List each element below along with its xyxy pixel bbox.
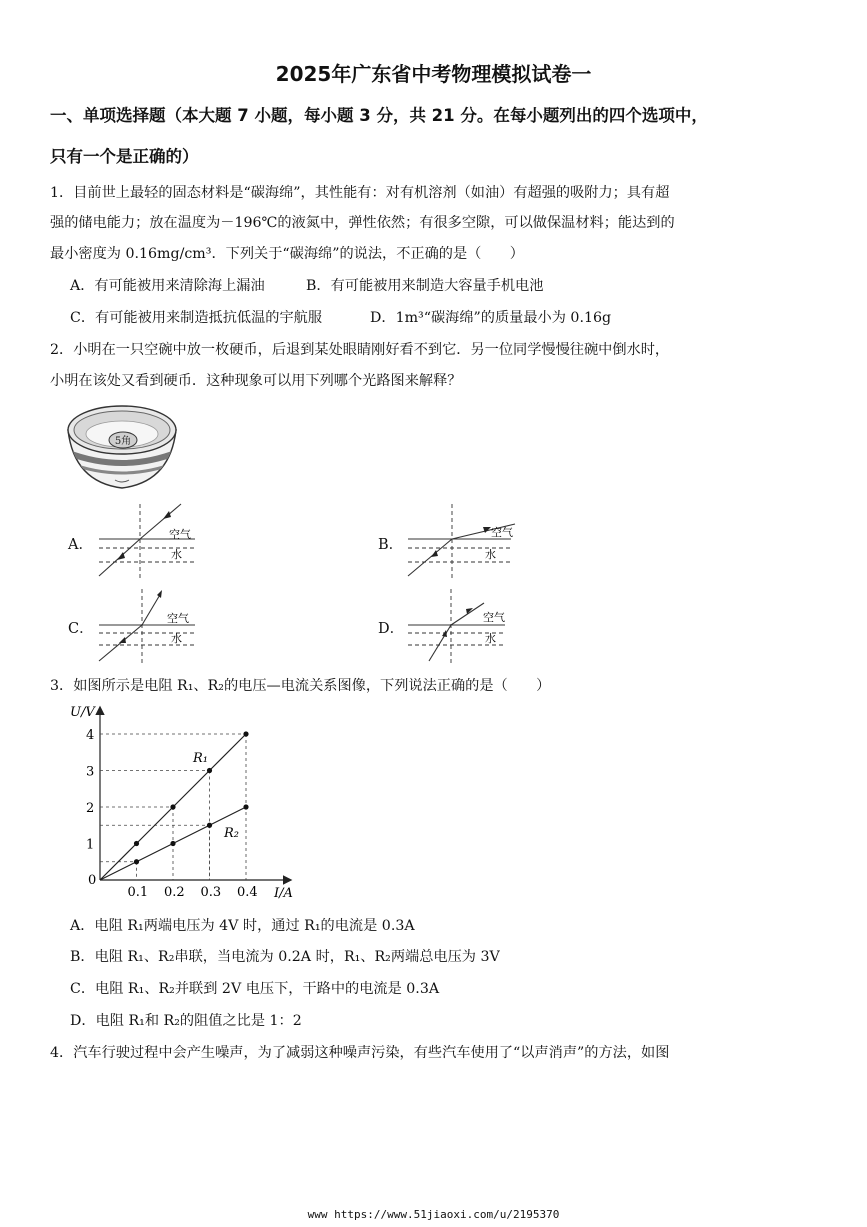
y-axis-label: U/V — [70, 705, 95, 720]
svg-text:空气: 空气 — [169, 528, 191, 541]
x-tick-label-0: 0.1 — [127, 885, 149, 900]
series-1-point-1 — [134, 841, 139, 846]
bowl-illustration — [62, 400, 184, 492]
q1-line2: 强的储电能力；放在温度为－196℃的液氮中，弹性依然；有很多空隙，可以做保温材料；能达到的 — [50, 215, 675, 231]
origin-label: 0 — [88, 873, 97, 888]
y-tick-label-0: 1 — [86, 837, 95, 853]
y-tick-label-1: 2 — [86, 801, 95, 816]
series-2-point-1 — [134, 859, 139, 864]
q2-diagram-a — [95, 502, 205, 580]
series-2-point-4 — [243, 804, 248, 809]
svg-text:水: 水 — [171, 632, 182, 645]
q3-option-c: C．电阻 R₁、R₂并联到 2V 电压下，干路中的电流是 0.3A — [70, 981, 440, 997]
section-heading-line1: 一、单项选择题（本大题 7 小题，每小题 3 分，共 21 分。在每小题列出的四个选项中， — [50, 106, 708, 125]
q2-option-a-label: A． — [68, 537, 93, 553]
r2-label: R₂ — [224, 826, 239, 841]
q1-line3: 最小密度为 0.16mg/cm³．下列关于“碳海绵”的说法，不正确的是（ ） — [50, 246, 524, 262]
x-tick-label-2: 0.3 — [200, 885, 222, 900]
q1-option-c: C．有可能被用来制造抵抗低温的宇航服 — [70, 310, 323, 326]
q2-option-c-label: C． — [68, 621, 94, 637]
x-tick-label-3: 0.4 — [237, 885, 258, 900]
svg-text:空气: 空气 — [491, 526, 513, 539]
q4-line1: 4．汽车行驶过程中会产生噪声，为了减弱这种噪声污染，有些汽车使用了“以声消声”的方法，如图 — [50, 1045, 670, 1061]
page-title: 2025年广东省中考物理模拟试卷一 — [275, 62, 592, 86]
q2-line2: 小明在该处又看到硬币．这种现象可以用下列哪个光路图来解释？ — [50, 373, 462, 389]
q3-option-d: D．电阻 R₁和 R₂的阻值之比是 1：2 — [70, 1013, 302, 1029]
y-tick-label-3: 4 — [86, 728, 95, 743]
svg-text:空气: 空气 — [167, 612, 189, 625]
svg-text:水: 水 — [485, 632, 496, 645]
q1-line1: 1．目前世上最轻的固态材料是“碳海绵”，其性能有：对有机溶剂（如油）有超强的吸附力；具有超 — [50, 185, 670, 201]
section-heading-line2: 只有一个是正确的） — [50, 147, 199, 166]
x-tick-label-1: 0.2 — [164, 885, 185, 900]
q1-option-b: B．有可能被用来制造大容量手机电池 — [306, 278, 544, 294]
q1-option-a: A．有可能被用来清除海上漏油 — [70, 278, 265, 294]
q2-option-b-label: B． — [378, 537, 404, 553]
q2-option-d-label: D． — [378, 621, 405, 637]
q3-option-a: A．电阻 R₁两端电压为 4V 时，通过 R₁的电流是 0.3A — [70, 918, 415, 934]
series-1-point-3 — [207, 768, 212, 773]
q2-diagram-c — [95, 587, 205, 665]
q2-diagram-d — [405, 587, 515, 665]
q1-option-d: D．1m³“碳海绵”的质量最小为 0.16g — [370, 310, 612, 326]
q3-line1: 3．如图所示是电阻 R₁、R₂的电压—电流关系图像，下列说法正确的是（ ） — [50, 678, 551, 694]
coin-label: 5角 — [114, 436, 132, 447]
svg-text:水: 水 — [485, 548, 496, 561]
x-axis-label: I/A — [274, 886, 293, 901]
footer-url: www https://www.51jiaoxi.com/u/2195370 — [307, 1208, 560, 1221]
q3-ui-chart — [62, 700, 302, 905]
q2-line1: 2．小明在一只空碗中放一枚硬币，后退到某处眼睛刚好看不到它．另一位同学慢慢往碗中倒水时， — [50, 342, 670, 358]
series-2-point-3 — [207, 823, 212, 828]
series-1-point-4 — [243, 731, 248, 736]
series-1-point-2 — [170, 804, 175, 809]
series-2-point-2 — [170, 841, 175, 846]
q3-option-b: B．电阻 R₁、R₂串联，当电流为 0.2A 时，R₁、R₂两端总电压为 3V — [70, 949, 500, 965]
svg-text:水: 水 — [171, 548, 182, 561]
svg-text:空气: 空气 — [483, 611, 505, 624]
r1-label: R₁ — [193, 751, 208, 766]
q2-diagram-b — [405, 502, 520, 580]
y-tick-label-2: 3 — [86, 764, 95, 780]
